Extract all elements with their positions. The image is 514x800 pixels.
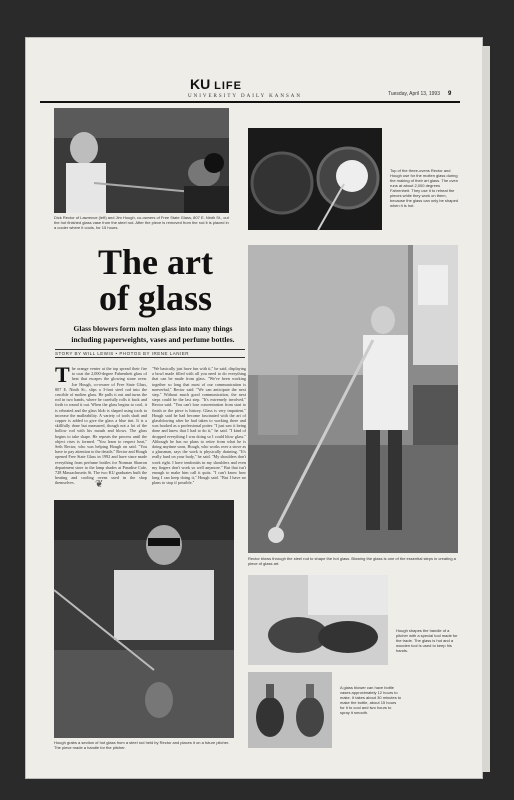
section-flourish: ❦ (95, 479, 104, 490)
page-number: 9 (448, 91, 452, 97)
section-title: KU LIFE (190, 76, 242, 92)
photo-shaping-handle (248, 575, 388, 665)
photo-pitcher-handle (54, 500, 234, 738)
caption-bottom-right-2: A glass blower can have bottle vases approximately 12 hours to make. It takes about 30 minutes to make the bottle, about 15 hours for it to cool and two hours to spray it smooth. (340, 685, 402, 715)
story-column-1: The orange venter at the top spread their fire to coat the 2,000-degree Fahrenheit glass of heat that escapes the glowing stone oven. Joe Hough, co-owner of Free State Glass, 807 E. Ninth St., slips a 3-foot steel rod into the crucible of molten glass. He pulls it out and turns the rod in two hands, where he carefully rolls it back and forth to round it out. When the glass begins to cool, it is reheated and the glass blob is shaped using tools to increase the malleability. A variety of tools shaft and copper is added to give the glass a blue tint. It is a skillfully done but measured, though not a lot of the hollow rod with his mouth and blows. The glass begins to take shape. He repeats the process until the object rises is formed. "You learn to respect heat," Seth Rector, who was helping Hough on said. "You have to pay attention to the details." Rector and Hough opened Free State Glass in 1992 and have since made everything from perfume bottles for Norman Sharron department store to the lamp shades at Paradise Cafe, 728 Massachusetts St. The two KU graduates built the heating and cooling ovens used in the shop themselves. (55, 362, 147, 486)
caption-top-right: Top of the three-ovens Rector and Hough use for the molten glass during the making of their art glass. The oven runs at about 2,000 degrees Fahrenheit. They use it to reheat the pieces while they work on them, because the glass can only be shaped when it is hot. (390, 168, 459, 208)
issue-date: Tuesday, April 13, 1993 (388, 91, 440, 97)
story-headline: The art of glass (98, 242, 213, 318)
story-byline: STORY BY WILL LEWIS • PHOTOS BY IRENE LANIER (55, 349, 245, 358)
caption-bottom-left: Hough grabs a section of hot glass from a steel rod held by Rector and places it on a future pitcher. The piece made a handle for the pitcher. (54, 740, 230, 750)
publication-name: UNIVERSITY DAILY KANSAN (188, 94, 303, 99)
photo-glass-blowing (248, 245, 458, 553)
page-edge (482, 46, 490, 772)
photo-oven (248, 128, 382, 230)
caption-top-left: Dick Rector of Lawrence (left) and Jim Hough, co-owners of Free State Glass, 807 E. Ninth St., cut the hot finished glass vase from the steel rod. After the piece is removed from the rod it is placed in a cooler where it cools, for 15 hours. (54, 215, 229, 230)
caption-bottom-right-1: Hough shapes the handle of a pitcher with a special tool made for the trade. The glass is hot and a wooden tool is used to keep his hands. (396, 628, 458, 653)
drop-cap: T (55, 362, 70, 387)
photo-perfume-bottles (248, 672, 332, 748)
photo-glass-cutting (54, 108, 229, 213)
story-column-2: "We basically just have fun with it," he said, displaying a bowl made filled with all you need to do everything that can be made from glass. "We've been working together so long that most of our communication is nonverbal," Rector said. "We can anticipate the next step." Without much good communication, the next steps could be the last step. "It's extremely involved," Rector said. "You can't lose concentration from start to finish or the piece is history. Glass is very impatient." Hough said he had become fascinated with the art of glassblowing after he had taken to working there and was hooked as a professional potter. "I just saw it being done and knew that I had to do it," he said. "I kind of dropped everything I was doing so I could blow glass." Although he has no plans to retire from what he is doing anytime soon, Hough, who works over a stove as a glassman, says the work is physically draining. "It's really hard on your body," he said. "My shoulders don't work right. I have tendonitis in my shoulders and even my fingers don't work so well anymore." But that isn't enough to make him call it quits. "I can't know how long I can keep doing it," Hough said. "But I have no plans to stop if possible." (152, 366, 246, 486)
story-deck: Glass blowers form molten glass into many things including paperweights, vases and perfume bottles. (71, 324, 235, 344)
masthead-rule (40, 101, 460, 103)
caption-middle-right: Rector blows through the steel rod to shape the hot glass. Blowing the glass is one of the essential steps in creating a piece of glass art. (248, 556, 456, 566)
